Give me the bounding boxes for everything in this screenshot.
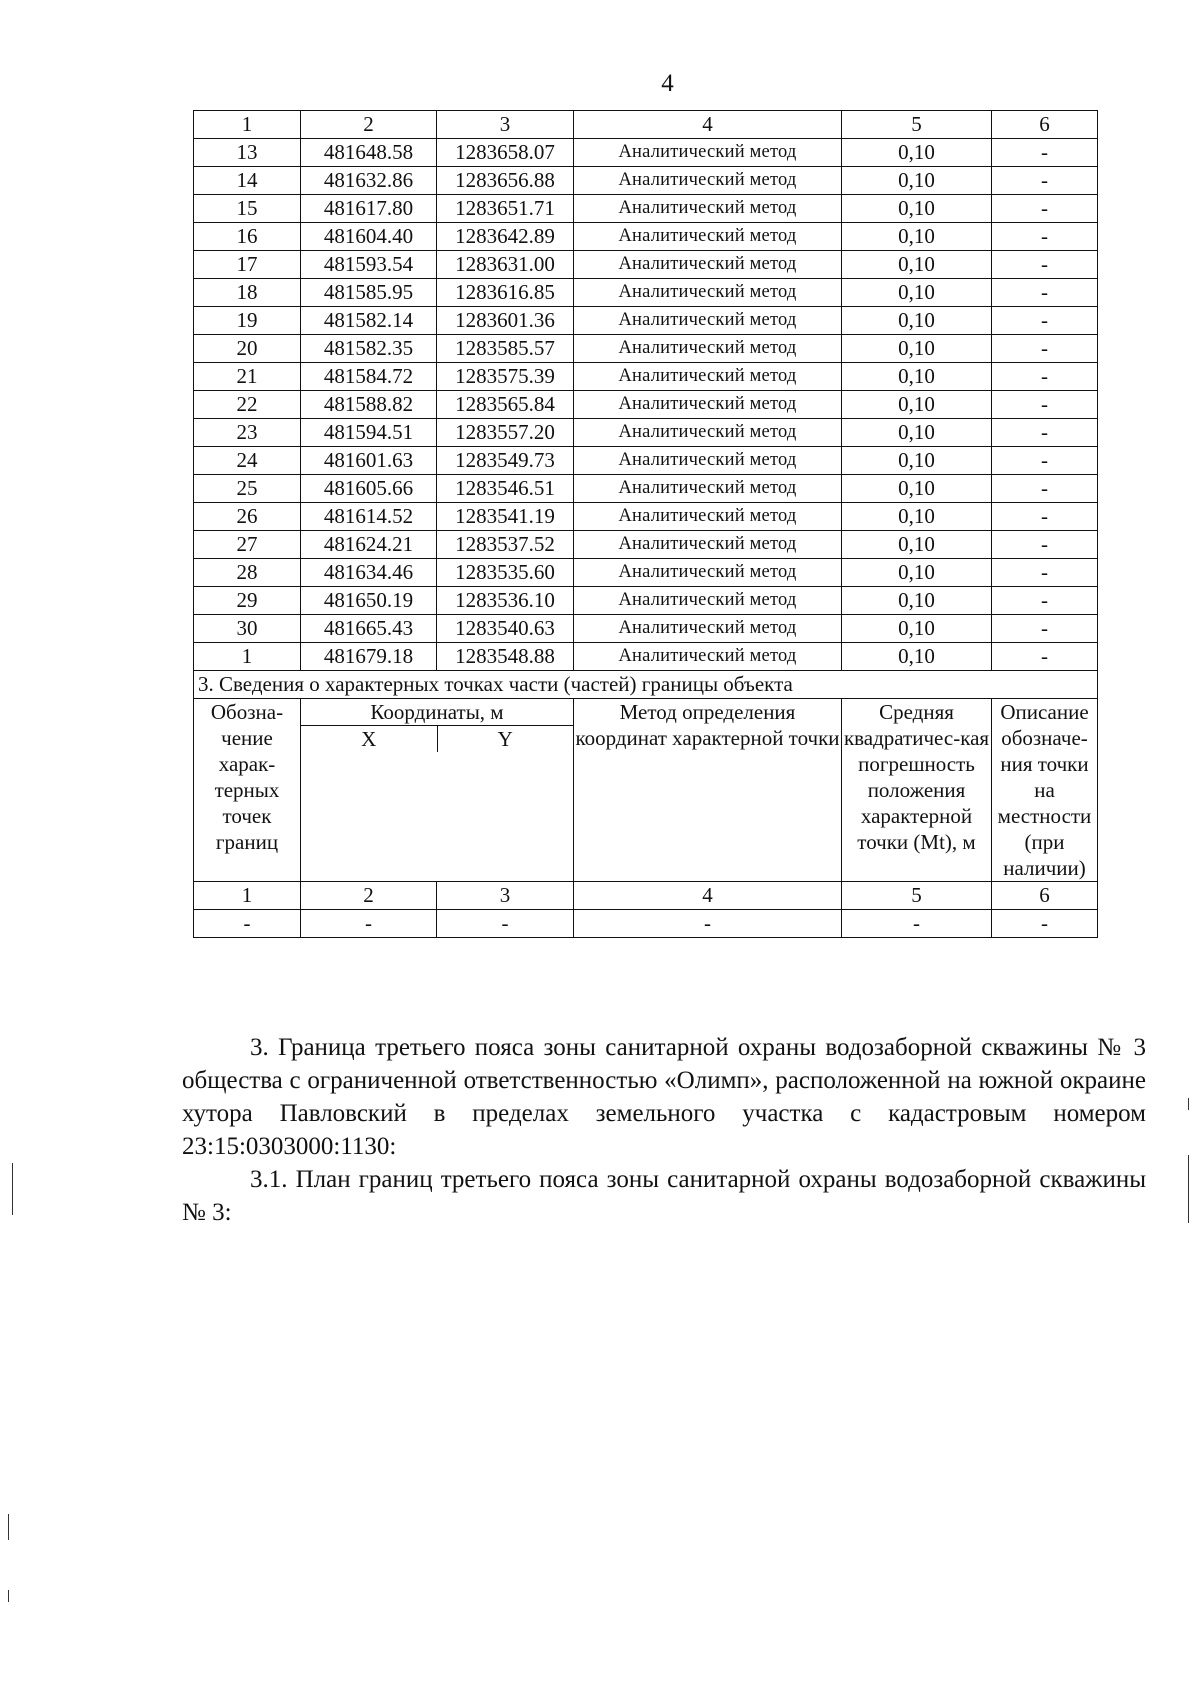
method: Аналитический метод	[574, 475, 842, 503]
y-coordinate: 1283536.10	[437, 587, 574, 615]
point-number: 13	[194, 139, 301, 167]
point-description: -	[992, 195, 1098, 223]
x-coordinate: 481588.82	[301, 391, 437, 419]
table-row	[194, 419, 1098, 447]
header-coordinates	[301, 699, 574, 882]
method: Аналитический метод	[574, 531, 842, 559]
x-coordinate: 481617.80	[301, 195, 437, 223]
point-number: 15	[194, 195, 301, 223]
method: Аналитический метод	[574, 391, 842, 419]
table-row	[194, 587, 1098, 615]
point-number: 24	[194, 447, 301, 475]
accuracy-mt: 0,10	[842, 251, 992, 279]
point-description: -	[992, 587, 1098, 615]
y-coordinate: 1283616.85	[437, 279, 574, 307]
paragraph-3-1: 3.1. План границ третьего пояса зоны санитарной охраны водозаборной скважины № 3:	[182, 1166, 1146, 1226]
point-description: -	[992, 391, 1098, 419]
coordinates-table	[193, 110, 1098, 938]
y-coordinate: 1283541.19	[437, 503, 574, 531]
x-coordinate: 481601.63	[301, 447, 437, 475]
y-coordinate: 1283565.84	[437, 391, 574, 419]
x-coordinate: 481593.54	[301, 251, 437, 279]
x-coordinate: 481679.18	[301, 643, 437, 671]
column-number: 1	[194, 111, 301, 139]
method: Аналитический метод	[574, 419, 842, 447]
empty-cell: -	[992, 910, 1098, 938]
y-coordinate: 1283549.73	[437, 447, 574, 475]
y-coordinate: 1283631.00	[437, 251, 574, 279]
point-number: 17	[194, 251, 301, 279]
scan-mark	[12, 1163, 13, 1215]
table-row	[194, 335, 1098, 363]
header-y: Y	[497, 727, 513, 751]
section3-header-row	[194, 699, 1098, 882]
table-row	[194, 475, 1098, 503]
point-description: -	[992, 615, 1098, 643]
accuracy-mt: 0,10	[842, 531, 992, 559]
section-title-row	[194, 671, 1098, 699]
accuracy-mt: 0,10	[842, 615, 992, 643]
method: Аналитический метод	[574, 587, 842, 615]
method: Аналитический метод	[574, 559, 842, 587]
method: Аналитический метод	[574, 279, 842, 307]
x-coordinate: 481634.46	[301, 559, 437, 587]
point-description: -	[992, 559, 1098, 587]
point-description: -	[992, 503, 1098, 531]
header-method: Метод определения координат характерной точки	[574, 699, 842, 882]
x-coordinate: 481585.95	[301, 279, 437, 307]
column-number: 3	[437, 882, 574, 910]
table-row	[194, 503, 1098, 531]
point-description: -	[992, 167, 1098, 195]
point-number: 26	[194, 503, 301, 531]
table-row	[194, 531, 1098, 559]
method: Аналитический метод	[574, 251, 842, 279]
table-row	[194, 139, 1098, 167]
column-number: 3	[437, 111, 574, 139]
y-coordinate: 1283546.51	[437, 475, 574, 503]
x-coordinate: 481584.72	[301, 363, 437, 391]
empty-cell: -	[194, 910, 301, 938]
point-number: 16	[194, 223, 301, 251]
accuracy-mt: 0,10	[842, 447, 992, 475]
column-number: 6	[992, 882, 1098, 910]
table-body	[194, 111, 1098, 938]
table-row	[194, 447, 1098, 475]
table-row	[194, 559, 1098, 587]
header-description: Описание обозначе-ния точки на местности (при наличии)	[992, 699, 1098, 882]
y-coordinate: 1283658.07	[437, 139, 574, 167]
column-number: 5	[842, 882, 992, 910]
section3-empty-row	[194, 910, 1098, 938]
point-description: -	[992, 363, 1098, 391]
x-coordinate: 481582.35	[301, 335, 437, 363]
section-title: 3. Сведения о характерных точках части (частей) границы объекта	[194, 671, 1098, 699]
column-number: 5	[842, 111, 992, 139]
accuracy-mt: 0,10	[842, 643, 992, 671]
page-number: 4	[661, 70, 674, 97]
method: Аналитический метод	[574, 307, 842, 335]
point-description: -	[992, 251, 1098, 279]
column-number: 4	[574, 882, 842, 910]
point-description: -	[992, 419, 1098, 447]
point-number: 30	[194, 615, 301, 643]
method: Аналитический метод	[574, 195, 842, 223]
table-row	[194, 223, 1098, 251]
empty-cell: -	[842, 910, 992, 938]
table-row	[194, 615, 1098, 643]
y-coordinate: 1283557.20	[437, 419, 574, 447]
point-number: 28	[194, 559, 301, 587]
point-number: 25	[194, 475, 301, 503]
point-number: 1	[194, 643, 301, 671]
method: Аналитический метод	[574, 167, 842, 195]
x-coordinate: 481594.51	[301, 419, 437, 447]
table-row	[194, 251, 1098, 279]
table-row	[194, 643, 1098, 671]
method: Аналитический метод	[574, 363, 842, 391]
x-coordinate: 481648.58	[301, 139, 437, 167]
x-coordinate: 481624.21	[301, 531, 437, 559]
y-coordinate: 1283575.39	[437, 363, 574, 391]
accuracy-mt: 0,10	[842, 335, 992, 363]
y-coordinate: 1283601.36	[437, 307, 574, 335]
accuracy-mt: 0,10	[842, 307, 992, 335]
point-number: 22	[194, 391, 301, 419]
point-number: 27	[194, 531, 301, 559]
point-number: 23	[194, 419, 301, 447]
header-mt: Средняя квадратичес-кая погрешность положения характерной точки (Mt), м	[842, 699, 992, 882]
table-row	[194, 195, 1098, 223]
point-number: 19	[194, 307, 301, 335]
column-number: 6	[992, 111, 1098, 139]
point-description: -	[992, 307, 1098, 335]
column-number: 4	[574, 111, 842, 139]
x-coordinate: 481665.43	[301, 615, 437, 643]
point-number: 21	[194, 363, 301, 391]
table-row	[194, 279, 1098, 307]
x-coordinate: 481582.14	[301, 307, 437, 335]
point-number: 29	[194, 587, 301, 615]
y-coordinate: 1283535.60	[437, 559, 574, 587]
y-coordinate: 1283548.88	[437, 643, 574, 671]
scan-mark	[8, 1514, 9, 1540]
y-coordinate: 1283537.52	[437, 531, 574, 559]
method: Аналитический метод	[574, 447, 842, 475]
header-xy	[301, 726, 573, 752]
accuracy-mt: 0,10	[842, 363, 992, 391]
method: Аналитический метод	[574, 503, 842, 531]
section3-number-row	[194, 882, 1098, 910]
body-text	[182, 1031, 1146, 1229]
point-description: -	[992, 223, 1098, 251]
point-number: 14	[194, 167, 301, 195]
column-number: 2	[301, 882, 437, 910]
point-description: -	[992, 335, 1098, 363]
point-description: -	[992, 139, 1098, 167]
scan-mark	[8, 1590, 9, 1602]
x-coordinate: 481632.86	[301, 167, 437, 195]
method: Аналитический метод	[574, 223, 842, 251]
point-description: -	[992, 531, 1098, 559]
method: Аналитический метод	[574, 139, 842, 167]
point-description: -	[992, 279, 1098, 307]
accuracy-mt: 0,10	[842, 391, 992, 419]
x-coordinate: 481605.66	[301, 475, 437, 503]
accuracy-mt: 0,10	[842, 503, 992, 531]
y-coordinate: 1283651.71	[437, 195, 574, 223]
table-row	[194, 307, 1098, 335]
point-description: -	[992, 447, 1098, 475]
table-row	[194, 363, 1098, 391]
paragraph-3: 3. Граница третьего пояса зоны санитарной охраны водозаборной скважины № 3 общества с ограниченной ответственностью «Олимп», расположенной на южной окраине хутора Павловский в пределах земельного участка с кадастровым номером 23:15:0303000:1130:	[182, 1034, 1146, 1160]
header-designation: Обозна-чение харак-терных точек границ	[194, 699, 301, 882]
method: Аналитический метод	[574, 643, 842, 671]
empty-cell: -	[574, 910, 842, 938]
accuracy-mt: 0,10	[842, 419, 992, 447]
column-number: 1	[194, 882, 301, 910]
method: Аналитический метод	[574, 335, 842, 363]
point-number: 20	[194, 335, 301, 363]
point-description: -	[992, 643, 1098, 671]
accuracy-mt: 0,10	[842, 587, 992, 615]
accuracy-mt: 0,10	[842, 223, 992, 251]
accuracy-mt: 0,10	[842, 279, 992, 307]
x-coordinate: 481650.19	[301, 587, 437, 615]
accuracy-mt: 0,10	[842, 195, 992, 223]
accuracy-mt: 0,10	[842, 167, 992, 195]
header-coordinates-label: Координаты, м	[301, 699, 573, 726]
accuracy-mt: 0,10	[842, 139, 992, 167]
point-description: -	[992, 475, 1098, 503]
table-row	[194, 167, 1098, 195]
y-coordinate: 1283642.89	[437, 223, 574, 251]
accuracy-mt: 0,10	[842, 559, 992, 587]
empty-cell: -	[437, 910, 574, 938]
y-coordinate: 1283585.57	[437, 335, 574, 363]
x-coordinate: 481604.40	[301, 223, 437, 251]
header-x: X	[301, 726, 438, 752]
empty-cell: -	[301, 910, 437, 938]
method: Аналитический метод	[574, 615, 842, 643]
accuracy-mt: 0,10	[842, 475, 992, 503]
x-coordinate: 481614.52	[301, 503, 437, 531]
scan-mark	[1188, 1098, 1189, 1110]
y-coordinate: 1283540.63	[437, 615, 574, 643]
column-number-row	[194, 111, 1098, 139]
column-number: 2	[301, 111, 437, 139]
y-coordinate: 1283656.88	[437, 167, 574, 195]
scan-mark	[1188, 1155, 1189, 1223]
table-row	[194, 391, 1098, 419]
point-number: 18	[194, 279, 301, 307]
